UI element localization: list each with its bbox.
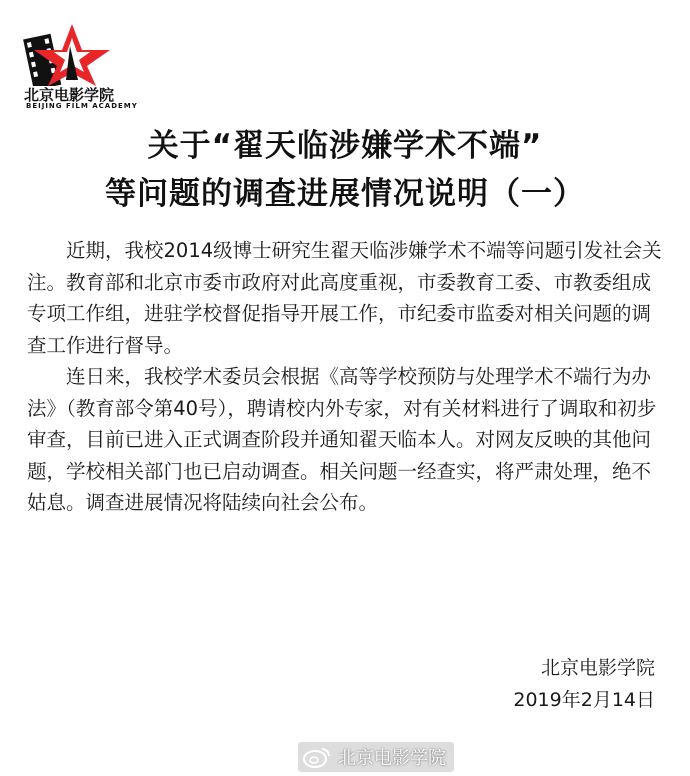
weibo-icon	[302, 746, 332, 768]
signature-org: 北京电影学院	[540, 657, 655, 679]
document-title-line1: 关于“翟天临涉嫌学术不端”	[147, 128, 543, 164]
body-paragraph-2: 连日来，我校学术委员会根据《高等学校预防与处理学术不端行为办法》（教育部令第40号），聘请校内外专家，对有关材料进行了调取和初步审查，目前已进入正式调查阶段并通知翟天临本人。对网友反映的其他问题，学校相关部门也已启动调查。相关问题一经查实，将严肃处理，绝不姑息。调查进展情况将陆续向社会公布。	[27, 365, 657, 514]
signature-date: 2019年2月14日	[513, 689, 655, 711]
document-title-line2: 等问题的调查进展情况说明（一）	[105, 176, 585, 212]
signature-block	[513, 652, 655, 716]
watermark-text: 北京电影学院	[338, 748, 446, 769]
logo-name-cn: 北京电影学院	[24, 86, 115, 104]
weibo-watermark	[298, 742, 454, 772]
body-paragraph-1: 近期，我校2014级博士研究生翟天临涉嫌学术不端等问题引发社会关注。教育部和北京市委市政府对此高度重视，市委教育工委、市教委组成专项工作组，进驻学校督促指导开展工作，市纪委市监委对相关问题的调查工作进行督导。	[27, 239, 662, 357]
academy-logo	[22, 20, 138, 110]
film-star-emblem-icon	[22, 20, 122, 86]
logo-name-en: BEIJING FILM ACADEMY	[26, 102, 138, 110]
document-body	[27, 235, 667, 519]
